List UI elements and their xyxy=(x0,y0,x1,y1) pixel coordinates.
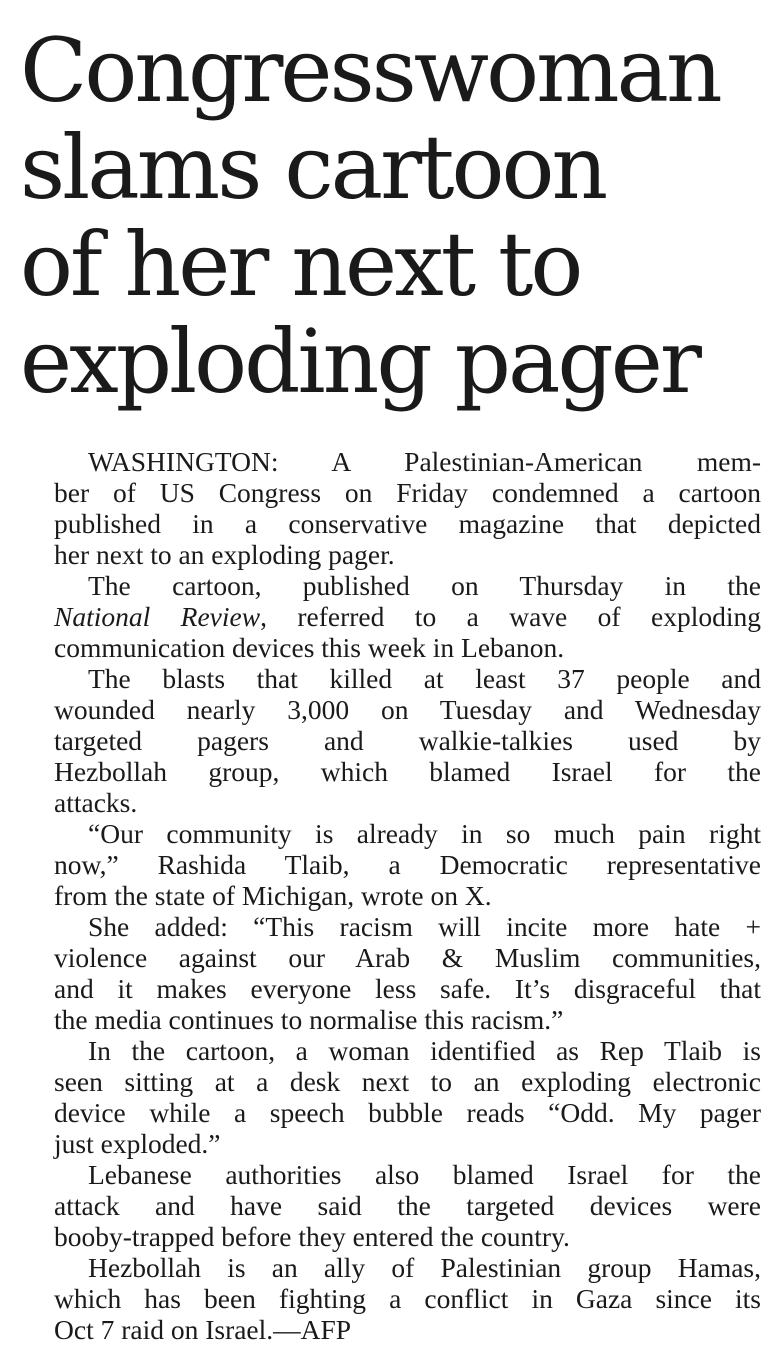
text-line: which has been fighting a conflict in Gaza since its xyxy=(54,1283,761,1314)
paragraph-quote-tlaib xyxy=(20,818,761,911)
text-line xyxy=(20,601,761,632)
article-body xyxy=(20,446,761,1345)
text-line: the media continues to normalise this racism.” xyxy=(54,1004,564,1035)
headline-line: exploding pager xyxy=(20,310,699,413)
paragraph-dateline xyxy=(20,446,761,570)
paragraph-quote-racism xyxy=(20,911,761,1035)
text-line: violence against our Arab & Muslim communities, xyxy=(54,942,761,973)
text-line: WASHINGTON: A Palestinian-American mem- xyxy=(88,446,761,477)
paragraph-lebanese-authorities xyxy=(20,1159,761,1252)
headline-line: Congresswoman xyxy=(20,19,720,122)
headline xyxy=(20,19,772,413)
text-line: The blasts that killed at least 37 people and xyxy=(88,663,761,694)
text-line: just exploded.” xyxy=(54,1128,221,1159)
text-fragment: , referred to a wave of exploding xyxy=(260,601,761,632)
text-line: In the cartoon, a woman identified as Rep Tlaib is xyxy=(88,1035,761,1066)
text-line: seen sitting at a desk next to an exploding electronic xyxy=(54,1066,761,1097)
text-line: wounded nearly 3,000 on Tuesday and Wednesday xyxy=(54,694,761,725)
paragraph-hezbollah xyxy=(20,1252,761,1345)
text-line: “Our community is already in so much pain right xyxy=(88,818,761,849)
text-line: and it makes everyone less safe. It’s disgraceful that xyxy=(54,973,761,1004)
text-line: communication devices this week in Lebanon. xyxy=(54,632,565,663)
text-line: device while a speech bubble reads “Odd. My pager xyxy=(54,1097,761,1128)
paragraph-cartoon-description xyxy=(20,1035,761,1159)
text-line: The cartoon, published on Thursday in the xyxy=(88,570,761,601)
text-line: She added: “This racism will incite more hate + xyxy=(88,911,761,942)
publication-name: National Review xyxy=(54,601,261,632)
text-line: published in a conservative magazine that depicted xyxy=(54,508,761,539)
text-line: Hezbollah group, which blamed Israel for the xyxy=(54,756,761,787)
text-line: from the state of Michigan, wrote on X. xyxy=(54,880,492,911)
text-line: targeted pagers and walkie-talkies used by xyxy=(54,725,761,756)
paragraph-blasts xyxy=(20,663,761,818)
text-line: her next to an exploding pager. xyxy=(54,539,395,570)
text-line: Lebanese authorities also blamed Israel for the xyxy=(88,1159,761,1190)
text-line: ber of US Congress on Friday condemned a cartoon xyxy=(54,477,761,508)
paragraph-cartoon-published xyxy=(20,570,761,663)
headline-line: of her next to xyxy=(20,213,581,316)
text-line: now,” Rashida Tlaib, a Democratic representative xyxy=(54,849,761,880)
text-line: booby-trapped before they entered the country. xyxy=(54,1221,570,1252)
headline-line: slams cartoon xyxy=(20,116,606,219)
text-line: Hezbollah is an ally of Palestinian group Hamas, xyxy=(88,1252,761,1283)
text-line: attack and have said the targeted devices were xyxy=(54,1190,761,1221)
text-line: attacks. xyxy=(54,787,138,818)
text-line: Oct 7 raid on Israel.—AFP xyxy=(54,1314,352,1345)
